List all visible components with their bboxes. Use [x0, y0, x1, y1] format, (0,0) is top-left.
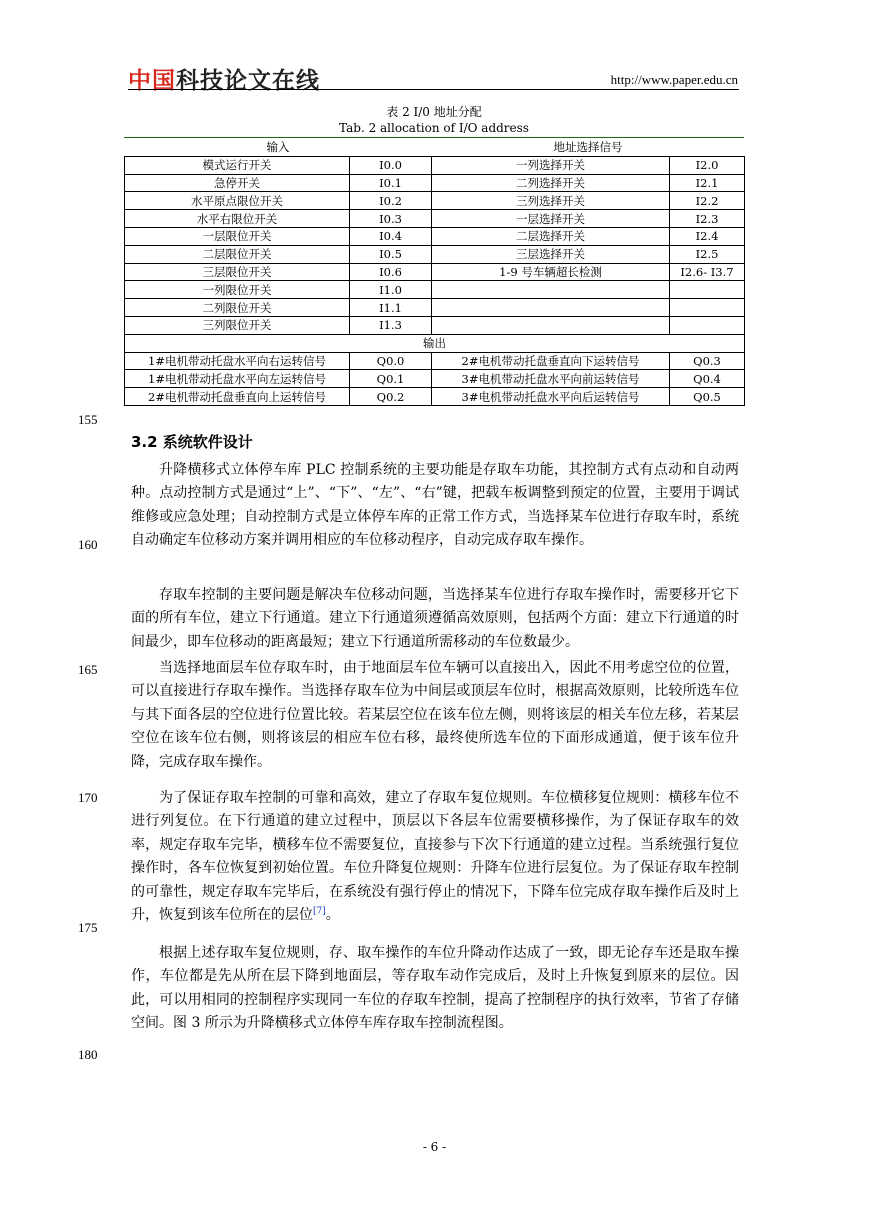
table-cell: 三列选择开关: [432, 192, 670, 210]
body-paragraph: 当选择地面层车位存取车时，由于地面层车位车辆可以直接出入，因此不用考虑空位的位置，可以直接进行存取车操作。当选择存取车位为中间层或顶层车位时，根据高效原则，比较所选车位与其下面各层的空位进行位置比较。若某层空位在该车位左侧，则将该层的相关车位左移，若某层空位在该车位右侧，则将该层的相应车位右移，最终使所选车位的下面形成通道，便于该车位升降，完成存取车操作。: [131, 660, 739, 770]
table-row: [125, 388, 745, 406]
table-cell: Q0.5: [670, 388, 745, 406]
table-output-header-row: [125, 334, 745, 352]
table-cell: [670, 316, 745, 334]
table-row: [125, 299, 745, 317]
table-cell: I1.1: [350, 299, 432, 317]
table-header-select: 地址选择信号: [432, 139, 745, 156]
table-row: [125, 174, 745, 192]
table-cell: 一列限位开关: [125, 281, 350, 299]
io-address-table: [124, 139, 745, 406]
table-cell: I0.5: [350, 245, 432, 263]
table-cell: 三层限位开关: [125, 263, 350, 281]
body-paragraph: 为了保证存取车控制的可靠和高效，建立了存取车复位规则。车位横移复位规则：横移车位不进行列复位。在下行通道的建立过程中，顶层以下各层车位需要横移操作，为了保证存取车的效率，规定存取车完毕，横移车位不需要复位，直接参与下次下行通道的建立过程。当系统强行复位操作时，各车位恢复到初始位置。车位升降复位规则：升降车位进行层复位。为了保证存取车控制的可靠性，规定存取车完毕后，在系统没有强行停止的情况下，下降车位完成存取车操作后及时上升，恢复到该车位所在的层位[7]。: [131, 790, 739, 924]
line-number: 175: [78, 920, 98, 935]
table-cell: [432, 299, 670, 317]
table-cell: 水平右限位开关: [125, 210, 350, 228]
table-cell: I0.1: [350, 174, 432, 192]
header-url[interactable]: http://www.paper.edu.cn: [610, 72, 738, 87]
line-number: 170: [78, 790, 98, 805]
table-cell: 三列限位开关: [125, 316, 350, 334]
page-number: - 6 -: [422, 1140, 447, 1154]
table-cell: I0.3: [350, 210, 432, 228]
line-number: 180: [78, 1047, 98, 1062]
table-cell: [670, 281, 745, 299]
table-cell: Q0.3: [670, 352, 745, 370]
table-cell: I1.3: [350, 316, 432, 334]
table-cell: 急停开关: [125, 174, 350, 192]
table-cell: I2.3: [670, 210, 745, 228]
table-cell: Q0.4: [670, 370, 745, 388]
table-cell: 2#电机带动托盘垂直向下运转信号: [432, 352, 670, 370]
table-cell: I2.0: [670, 156, 745, 174]
table-header-input: 输入: [125, 139, 432, 156]
section-title: 3.2 系统软件设计: [131, 433, 253, 451]
table-cell: I2.6- I3.7: [670, 263, 745, 281]
header-logo: [128, 62, 320, 95]
table-cell: 二层限位开关: [125, 245, 350, 263]
table-cell: 1#电机带动托盘水平向右运转信号: [125, 352, 350, 370]
table-row: [125, 370, 745, 388]
table-row: [125, 227, 745, 245]
line-number: 165: [78, 662, 98, 677]
table-cell: 模式运行开关: [125, 156, 350, 174]
table-row: [125, 156, 745, 174]
table-row: [125, 192, 745, 210]
table-cell: 一层限位开关: [125, 227, 350, 245]
table-cell: [432, 316, 670, 334]
table-cell: 一层选择开关: [432, 210, 670, 228]
table-cell: 二层选择开关: [432, 227, 670, 245]
table-cell: Q0.2: [350, 388, 432, 406]
table-cell: [670, 299, 745, 317]
table-cell: 三层选择开关: [432, 245, 670, 263]
logo-dark-text: 科技论文在线: [176, 68, 320, 94]
table-cell: 2#电机带动托盘垂直向上运转信号: [125, 388, 350, 406]
table-cell: I2.1: [670, 174, 745, 192]
citation-ref[interactable]: [7]: [313, 906, 326, 917]
table-cell: 二列限位开关: [125, 299, 350, 317]
table-header-output: 输出: [125, 334, 745, 352]
table-cell: I0.2: [350, 192, 432, 210]
table-cell: I1.0: [350, 281, 432, 299]
table-caption-cn: 表 2 I/0 地址分配: [386, 105, 482, 119]
table-cell: I0.0: [350, 156, 432, 174]
table-cell: 3#电机带动托盘水平向前运转信号: [432, 370, 670, 388]
table-cell: 1#电机带动托盘水平向左运转信号: [125, 370, 350, 388]
table-cell: 二列选择开关: [432, 174, 670, 192]
table-cell: I2.2: [670, 192, 745, 210]
table-cell: 3#电机带动托盘水平向后运转信号: [432, 388, 670, 406]
table-row: [125, 210, 745, 228]
logo-red-text: 中国: [128, 68, 176, 94]
table-cell: Q0.1: [350, 370, 432, 388]
line-number: 155: [78, 412, 98, 427]
table-row: [125, 352, 745, 370]
table-cell: I0.4: [350, 227, 432, 245]
table-cell: [432, 281, 670, 299]
table-cell: I2.4: [670, 227, 745, 245]
table-cell: I0.6: [350, 263, 432, 281]
body-paragraph: 存取车控制的主要问题是解决车位移动问题，当选择某车位进行存取车操作时，需要移开它下面的所有车位，建立下行通道。建立下行通道须遵循高效原则，包括两个方面：建立下行通道的时间最少，即车位移动的距离最短；建立下行通道所需移动的车位数最少。: [131, 587, 739, 650]
body-paragraph: 升降横移式立体停车库 PLC 控制系统的主要功能是存取车功能，其控制方式有点动和自动两种。点动控制方式是通过“上”、“下”、“左”、“右”键，把载车板调整到预定的位置，主要用于调试维修或应急处理；自动控制方式是立体停车库的正常工作方式，当选择某车位进行存取车时，系统自动确定车位移动方案并调用相应的车位移动程序，自动完成存取车操作。: [131, 462, 739, 549]
body-paragraph: 根据上述存取车复位规则，存、取车操作的车位升降动作达成了一致，即无论存车还是取车操作，车位都是先从所在层下降到地面层，等存取车动作完成后，及时上升恢复到原来的层位。因此，可以用相同的控制程序实现同一车位的存取车控制，提高了控制程序的执行效率，节省了存储空间。图 3 所示为升降横移式立体停车库存取车控制流程图。: [131, 945, 739, 1032]
table-cell: Q0.0: [350, 352, 432, 370]
table-cell: 1-9 号车辆超长检测: [432, 263, 670, 281]
table-top-rule: [124, 137, 744, 138]
table-row: [125, 316, 745, 334]
table-cell: 一列选择开关: [432, 156, 670, 174]
header-rule: [128, 89, 739, 90]
table-cell: I2.5: [670, 245, 745, 263]
table-cell: 水平原点限位开关: [125, 192, 350, 210]
table-row: [125, 263, 745, 281]
table-row: [125, 281, 745, 299]
table-row: [125, 245, 745, 263]
line-number: 160: [78, 537, 98, 552]
table-caption-en: Tab. 2 allocation of I/O address: [339, 121, 529, 135]
